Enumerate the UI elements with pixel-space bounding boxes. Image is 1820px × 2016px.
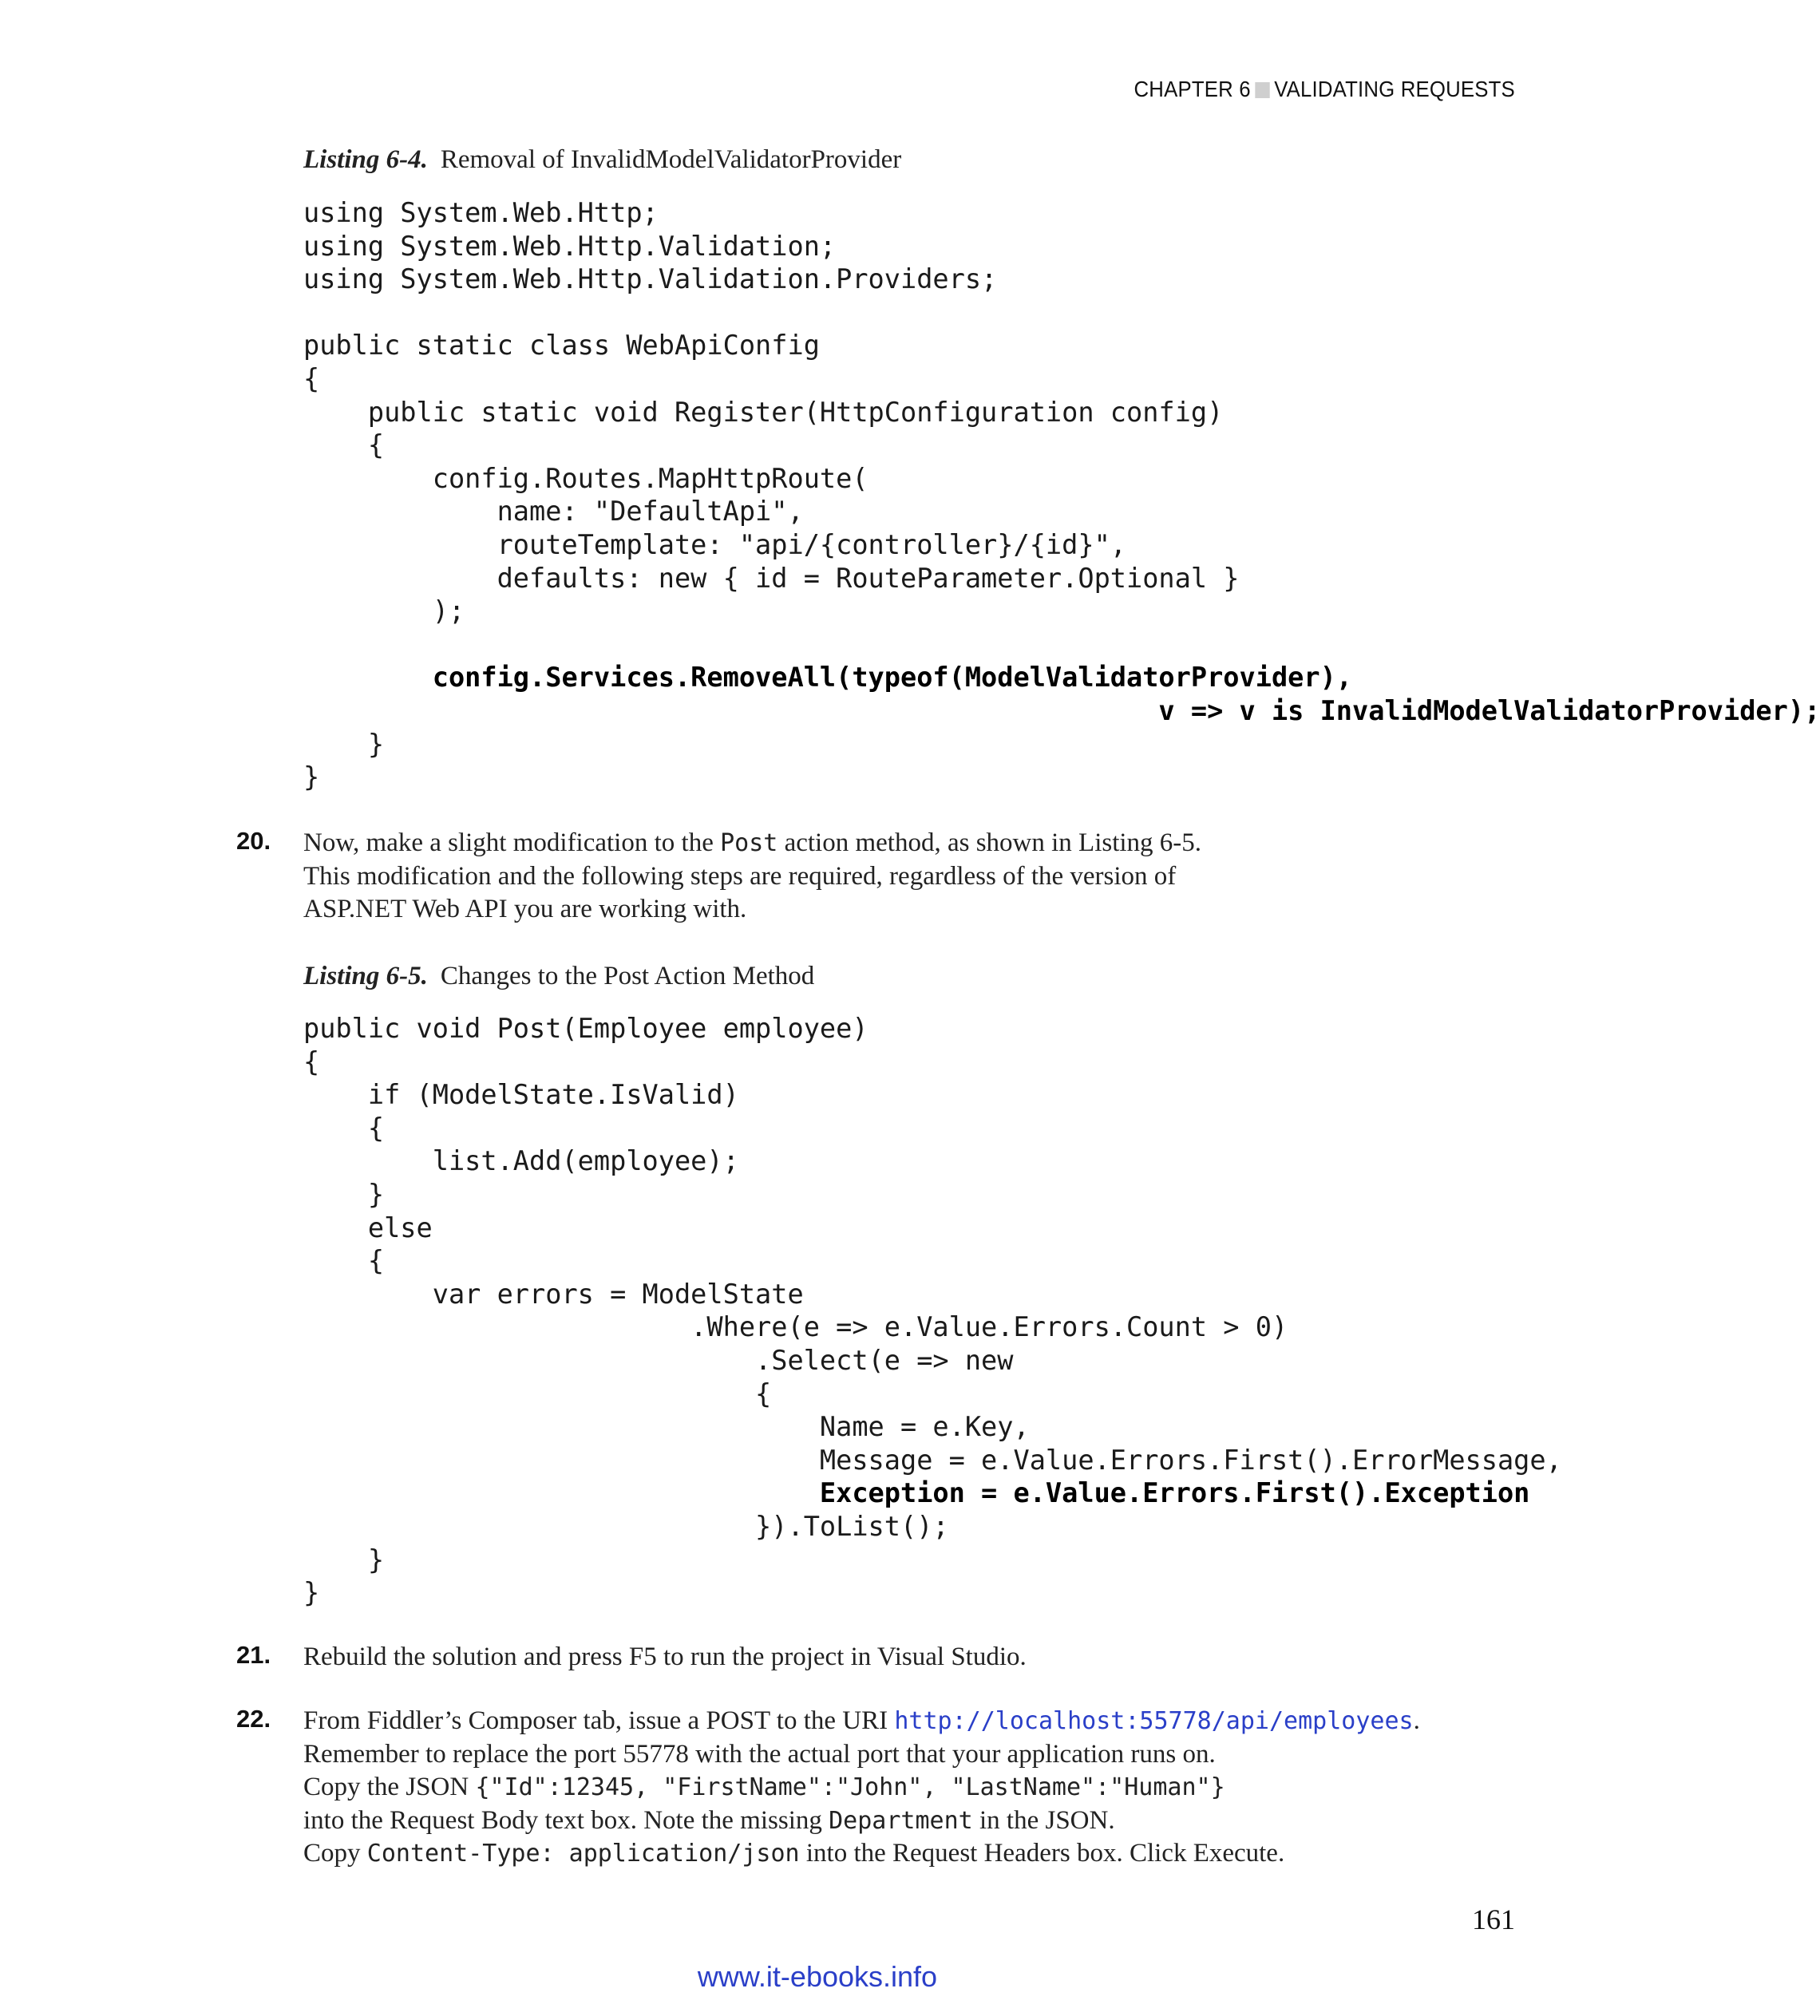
code-line: if (ModelState.IsValid) — [303, 1079, 739, 1111]
listing-label: Listing 6-5. — [303, 962, 428, 990]
running-header — [1134, 77, 1515, 102]
code-line: { — [303, 1378, 772, 1409]
listing-title: Removal of InvalidModelValidatorProvider — [440, 145, 902, 174]
code-line: .Select(e => new — [303, 1344, 1014, 1376]
code-line: using System.Web.Http.Validation.Providers; — [303, 263, 998, 295]
chapter-title: VALIDATING REQUESTS — [1274, 77, 1515, 101]
step-number: 20. — [236, 827, 271, 855]
code-line: Message = e.Value.Errors.First().ErrorMessage, — [303, 1444, 1562, 1476]
code-line: config.Routes.MapHttpRoute( — [303, 462, 868, 494]
code-line — [303, 296, 1820, 330]
listing-6-5-caption — [303, 962, 814, 991]
code-line: { — [303, 429, 385, 461]
code-line: }).ToList(); — [303, 1510, 949, 1542]
code-line: { — [303, 1046, 320, 1077]
code-line: } — [303, 761, 320, 793]
listing-6-4-caption — [303, 145, 901, 175]
code-line: using System.Web.Http; — [303, 197, 659, 228]
code-line: name: "DefaultApi", — [303, 496, 804, 528]
code-line: list.Add(employee); — [303, 1145, 739, 1177]
code-line: } — [303, 1544, 385, 1575]
step-number: 21. — [236, 1641, 271, 1669]
code-line: Name = e.Key, — [303, 1411, 1030, 1443]
code-line: public static class WebApiConfig — [303, 330, 820, 362]
code-line: } — [303, 728, 385, 760]
code-line: public void Post(Employee employee) — [303, 1013, 868, 1044]
code-line: public static void Register(HttpConfiguration config) — [303, 396, 1224, 428]
code-line: { — [303, 1112, 385, 1144]
chapter-label: CHAPTER 6 — [1134, 77, 1251, 101]
code-line: using System.Web.Http.Validation; — [303, 230, 837, 262]
code-line: else — [303, 1212, 433, 1243]
code-line: } — [303, 1178, 385, 1210]
code-line: { — [303, 1245, 385, 1277]
header-separator — [1255, 82, 1269, 98]
step-text: Now, make a slight modification to the Post action method, as shown in Listing 6-5. This modification and the following steps are required, regardless of the version of ASP.NET Web API you are working with. — [303, 828, 1202, 924]
code-line — [303, 628, 1820, 662]
footer-link[interactable]: www.it-ebooks.info — [697, 1960, 938, 1993]
step-text: From Fiddler’s Composer tab, issue a POST to the URI http://localhost:55778/api/employees. Remember to replace the port 55778 with the actual port that your application runs on. Copy the JSON {"Id":12345, "FirstName":"John", "LastName":"Human"} into the Request Body text box. Note the missing Department in the JSON. Copy Content-Type: application/json into the Request Headers box. Click Execute. — [303, 1706, 1420, 1868]
listing-title: Changes to the Post Action Method — [440, 962, 815, 990]
code-line: config.Services.RemoveAll(typeof(ModelValidatorProvider), — [303, 662, 1353, 694]
code-listing-6-4 — [303, 196, 1820, 794]
step-number: 22. — [236, 1705, 271, 1733]
listing-label: Listing 6-4. — [303, 145, 428, 174]
step-text: Rebuild the solution and press F5 to run the project in Visual Studio. — [303, 1642, 1027, 1671]
json-snippet: {"Id":12345, "FirstName":"John", "LastName":"Human"} — [475, 1773, 1225, 1802]
page-number: 161 — [1472, 1903, 1515, 1935]
code-line: var errors = ModelState — [303, 1278, 804, 1310]
code-listing-6-5 — [303, 1012, 1562, 1610]
code-line: { — [303, 362, 320, 394]
code-line: routeTemplate: "api/{controller}/{id}", — [303, 528, 1127, 560]
code-line: .Where(e => e.Value.Errors.Count > 0) — [303, 1311, 1288, 1343]
code-line: Exception = e.Value.Errors.First().Exception — [303, 1477, 1530, 1509]
code-line: v => v is InvalidModelValidatorProvider); — [303, 694, 1820, 726]
code-line: ); — [303, 595, 465, 627]
code-line: defaults: new { id = RouteParameter.Optional } — [303, 562, 1240, 594]
code-line: } — [303, 1577, 320, 1609]
endpoint-url-link[interactable]: http://localhost:55778/api/employees — [894, 1707, 1414, 1735]
